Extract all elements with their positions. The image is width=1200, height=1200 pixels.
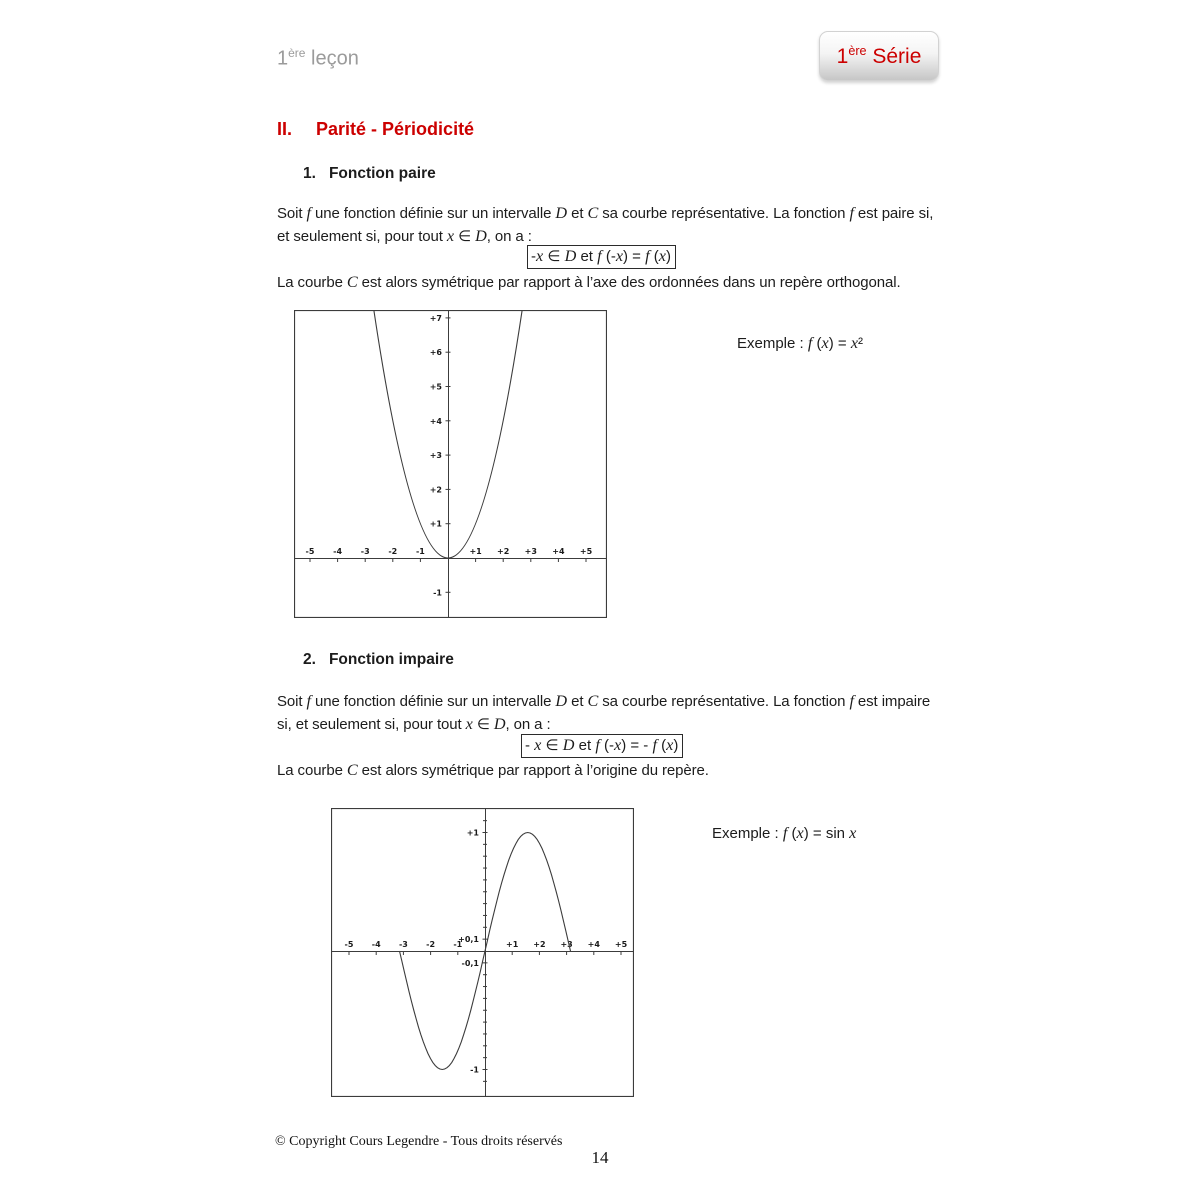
svg-text:-3: -3 <box>398 940 408 949</box>
svg-text:+1: +1 <box>469 547 482 556</box>
svg-text:+1: +1 <box>429 519 442 529</box>
svg-text:+5: +5 <box>579 547 593 556</box>
page-number: 14 <box>591 1148 609 1167</box>
svg-text:+3: +3 <box>560 940 573 949</box>
copyright-notice: © Copyright Cours Legendre - Tous droits réservés <box>275 1134 563 1149</box>
series-badge-rest: Série <box>866 44 922 68</box>
even-note: La courbe C est alors symétrique par rapport à l’axe des ordonnées dans un repère orthogonal. <box>277 273 901 291</box>
series-badge-base: 1 <box>836 44 849 68</box>
svg-text:-1: -1 <box>470 1065 479 1075</box>
even-example: Exemple : f (x) = x² <box>737 334 864 352</box>
paragraph-line: si, et seulement si, pour tout x ∈ D, on a : <box>277 715 551 733</box>
even-function-graph-svg <box>294 310 607 618</box>
svg-text:-5: -5 <box>305 547 315 556</box>
svg-text:+4: +4 <box>552 547 565 556</box>
odd-formula-box: - x ∈ D et f (-x) = - f (x) <box>521 734 683 758</box>
lesson-label-base: 1 <box>277 47 289 70</box>
svg-text:-4: -4 <box>333 547 343 556</box>
svg-text:-5: -5 <box>344 940 354 949</box>
svg-text:+0,1: +0,1 <box>458 935 479 945</box>
svg-text:+2: +2 <box>497 547 510 556</box>
subsection-odd-title: Fonction impaire <box>328 651 454 668</box>
svg-text:-2: -2 <box>388 547 398 556</box>
svg-text:-1: -1 <box>453 940 463 949</box>
paragraph-line: et seulement si, pour tout x ∈ D, on a : <box>277 227 532 245</box>
svg-text:+1: +1 <box>506 940 519 949</box>
svg-text:-4: -4 <box>371 940 381 949</box>
series-badge-sup: ère <box>848 43 867 58</box>
paragraph-line: Soit f une fonction définie sur un intervalle D et C sa courbe représentative. La fonction f est paire si, <box>277 204 934 222</box>
svg-text:+4: +4 <box>429 416 442 426</box>
section-heading <box>277 119 474 140</box>
lesson-label-rest: leçon <box>305 47 359 70</box>
subsection-odd-heading <box>303 651 454 669</box>
svg-text:+7: +7 <box>429 313 442 323</box>
lesson-label-sup: ère <box>288 46 306 60</box>
svg-text:+5: +5 <box>614 940 628 949</box>
svg-text:+6: +6 <box>429 348 442 358</box>
subsection-even-title: Fonction paire <box>328 165 436 182</box>
even-function-graph <box>294 310 607 623</box>
even-formula-box: -x ∈ D et f (-x) = f (x) <box>527 245 676 269</box>
section-numeral: II. <box>277 119 293 139</box>
odd-function-graph-svg <box>331 808 634 1097</box>
odd-function-graph <box>331 808 634 1102</box>
odd-note: La courbe C est alors symétrique par rapport à l’origine du repère. <box>277 761 709 779</box>
svg-text:+4: +4 <box>587 940 600 949</box>
svg-text:-1: -1 <box>433 588 442 598</box>
svg-text:+2: +2 <box>533 940 546 949</box>
subsection-even-number: 1. <box>303 165 316 182</box>
svg-text:+1: +1 <box>466 828 479 838</box>
svg-text:+5: +5 <box>429 382 442 392</box>
lesson-label <box>277 46 359 71</box>
odd-paragraph <box>277 690 930 736</box>
paragraph-line: Soit f une fonction définie sur un intervalle D et C sa courbe représentative. La fonction f est impaire <box>277 692 931 710</box>
svg-text:+3: +3 <box>429 451 442 461</box>
section-title: Parité - Périodicité <box>316 119 475 139</box>
svg-text:-3: -3 <box>360 547 370 556</box>
svg-text:+2: +2 <box>429 485 442 495</box>
svg-text:+3: +3 <box>524 547 537 556</box>
series-badge-label <box>837 44 922 69</box>
svg-text:-1: -1 <box>415 547 425 556</box>
svg-text:-2: -2 <box>426 940 436 949</box>
series-badge <box>819 31 939 81</box>
subsection-even-heading <box>303 165 436 183</box>
svg-text:-0,1: -0,1 <box>461 958 479 968</box>
odd-example: Exemple : f (x) = sin x <box>712 824 857 842</box>
subsection-odd-number: 2. <box>303 651 316 668</box>
even-paragraph <box>277 202 933 248</box>
